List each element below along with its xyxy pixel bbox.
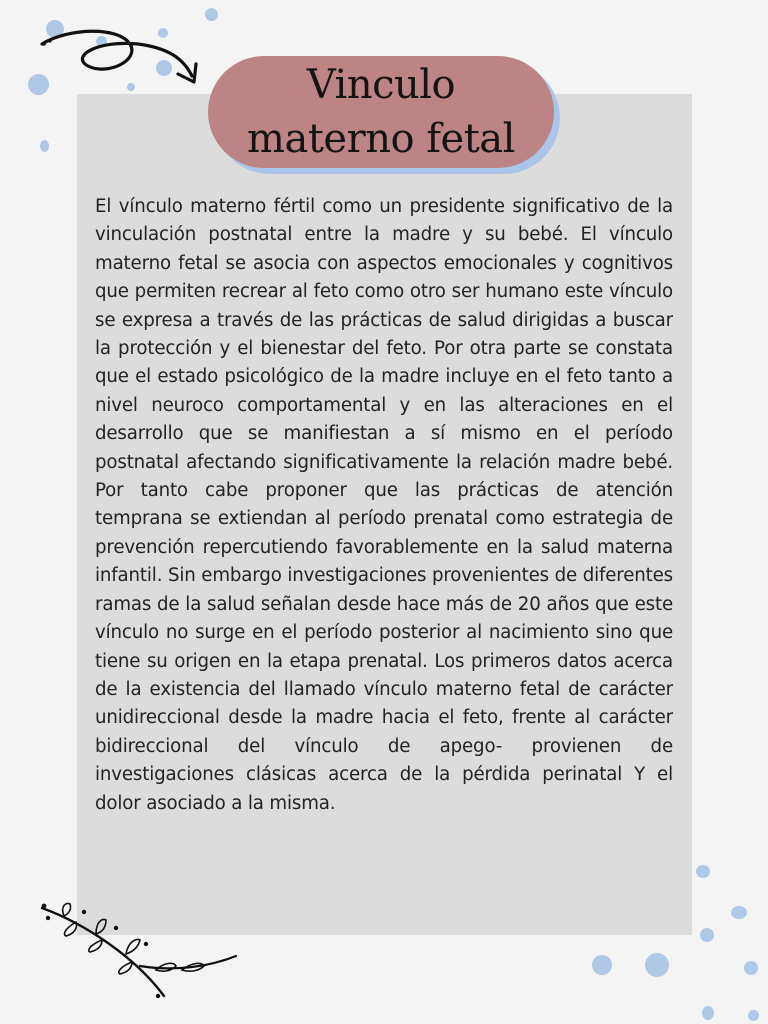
- decorative-dot: [702, 1006, 714, 1020]
- decorative-dot: [645, 953, 669, 977]
- decorative-dot: [744, 961, 758, 975]
- decorative-dot: [731, 906, 747, 919]
- decorative-dot: [748, 1010, 759, 1021]
- title-line-1: Vinculo: [306, 62, 456, 108]
- decorative-dot: [696, 865, 710, 878]
- body-paragraph: El vínculo materno fértil como un presidente significativo de la vinculación postnatal entre la madre y su bebé. El vínculo materno fetal se asocia con aspectos emocionales y cognitivos que permiten recrear al feto como otro ser humano este vínculo se expresa a través de las prácticas de salud dirigidas a buscar la protección y el bienestar del feto. Por otra parte se constata que el estado psicológico de la madre incluye en el feto tanto a nivel neuroco comportamental y en las alteraciones en el desarrollo que se manifiestan a sí mismo en el período postnatal afectando significativamente la relación madre bebé. Por tanto cabe proponer que las prácticas de atención temprana se extiendan al período prenatal como estrategia de prevención repercutiendo favorablemente en la salud materna infantil. Sin embargo investigaciones provenientes de diferentes ramas de la salud señalan desde hace más de 20 años que este vínculo no surge en el período posterior al nacimiento sino que tiene su origen en la etapa prenatal. Los primeros datos acerca de la existencia del llamado vínculo materno fetal de carácter unidireccional desde la madre hacia el feto, frente al carácter bidireccional del vínculo de apego- provienen de investigaciones clásicas acerca de la pérdida perinatal Y el dolor asociado a la misma.: [95, 196, 673, 814]
- title-line-2: materno fetal: [247, 116, 515, 162]
- page-title: [247, 58, 515, 166]
- decorative-dot: [700, 928, 714, 942]
- curly-arrow-icon: [38, 18, 208, 88]
- decorative-dot: [592, 955, 612, 975]
- leaf-branch-icon: [36, 900, 246, 1000]
- title-pill: [208, 56, 554, 168]
- decorative-dot: [40, 140, 49, 152]
